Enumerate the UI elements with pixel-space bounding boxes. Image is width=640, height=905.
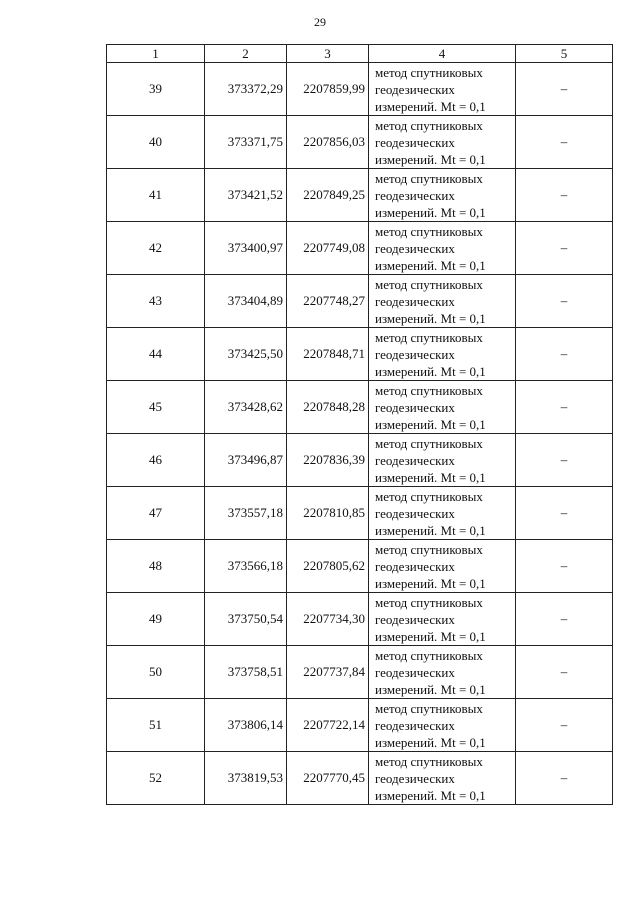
note-cell: – — [516, 593, 613, 646]
method-cell: метод спутниковых геодезических измерений. Mt = 0,1 — [369, 593, 516, 646]
y-coordinate-cell: 2207722,14 — [287, 699, 369, 752]
x-coordinate-cell: 373566,18 — [205, 540, 287, 593]
x-coordinate-cell: 373806,14 — [205, 699, 287, 752]
x-coordinate-cell: 373400,97 — [205, 222, 287, 275]
y-coordinate-cell: 2207848,71 — [287, 328, 369, 381]
table-row — [107, 116, 613, 169]
point-number-cell: 50 — [107, 646, 205, 699]
method-cell: метод спутниковых геодезических измерений. Mt = 0,1 — [369, 116, 516, 169]
table-body — [107, 63, 613, 805]
method-cell: метод спутниковых геодезических измерений. Mt = 0,1 — [369, 540, 516, 593]
table-row — [107, 593, 613, 646]
y-coordinate-cell: 2207810,85 — [287, 487, 369, 540]
table-row — [107, 328, 613, 381]
method-cell: метод спутниковых геодезических измерений. Mt = 0,1 — [369, 169, 516, 222]
point-number-cell: 48 — [107, 540, 205, 593]
x-coordinate-cell: 373404,89 — [205, 275, 287, 328]
table-row — [107, 699, 613, 752]
note-cell: – — [516, 63, 613, 116]
x-coordinate-cell: 373819,53 — [205, 752, 287, 805]
point-number-cell: 49 — [107, 593, 205, 646]
table-row — [107, 63, 613, 116]
x-coordinate-cell: 373371,75 — [205, 116, 287, 169]
note-cell: – — [516, 487, 613, 540]
table-header — [107, 45, 613, 63]
point-number-cell: 44 — [107, 328, 205, 381]
table-row — [107, 222, 613, 275]
note-cell: – — [516, 646, 613, 699]
table-row — [107, 646, 613, 699]
y-coordinate-cell: 2207748,27 — [287, 275, 369, 328]
note-cell: – — [516, 222, 613, 275]
note-cell: – — [516, 381, 613, 434]
point-number-cell: 52 — [107, 752, 205, 805]
page-number: 29 — [314, 15, 326, 29]
note-cell: – — [516, 275, 613, 328]
point-number-cell: 45 — [107, 381, 205, 434]
table-row — [107, 487, 613, 540]
note-cell: – — [516, 169, 613, 222]
header-col-5: 5 — [516, 45, 613, 63]
note-cell: – — [516, 116, 613, 169]
x-coordinate-cell: 373557,18 — [205, 487, 287, 540]
x-coordinate-cell: 373425,50 — [205, 328, 287, 381]
method-cell: метод спутниковых геодезических измерений. Mt = 0,1 — [369, 434, 516, 487]
note-cell: – — [516, 540, 613, 593]
header-row — [107, 45, 613, 63]
y-coordinate-cell: 2207848,28 — [287, 381, 369, 434]
point-number-cell: 41 — [107, 169, 205, 222]
y-coordinate-cell: 2207734,30 — [287, 593, 369, 646]
method-cell: метод спутниковых геодезических измерений. Mt = 0,1 — [369, 487, 516, 540]
note-cell: – — [516, 699, 613, 752]
method-cell: метод спутниковых геодезических измерений. Mt = 0,1 — [369, 699, 516, 752]
method-cell: метод спутниковых геодезических измерений. Mt = 0,1 — [369, 222, 516, 275]
y-coordinate-cell: 2207770,45 — [287, 752, 369, 805]
x-coordinate-cell: 373758,51 — [205, 646, 287, 699]
table-row — [107, 434, 613, 487]
x-coordinate-cell: 373750,54 — [205, 593, 287, 646]
point-number-cell: 40 — [107, 116, 205, 169]
coordinates-table — [106, 44, 613, 805]
y-coordinate-cell: 2207859,99 — [287, 63, 369, 116]
method-cell: метод спутниковых геодезических измерений. Mt = 0,1 — [369, 63, 516, 116]
note-cell: – — [516, 328, 613, 381]
y-coordinate-cell: 2207836,39 — [287, 434, 369, 487]
x-coordinate-cell: 373428,62 — [205, 381, 287, 434]
header-col-1: 1 — [107, 45, 205, 63]
note-cell: – — [516, 752, 613, 805]
header-col-3: 3 — [287, 45, 369, 63]
header-col-2: 2 — [205, 45, 287, 63]
table-row — [107, 275, 613, 328]
method-cell: метод спутниковых геодезических измерений. Mt = 0,1 — [369, 646, 516, 699]
y-coordinate-cell: 2207749,08 — [287, 222, 369, 275]
table-row — [107, 752, 613, 805]
method-cell: метод спутниковых геодезических измерений. Mt = 0,1 — [369, 752, 516, 805]
table-row — [107, 169, 613, 222]
point-number-cell: 46 — [107, 434, 205, 487]
header-col-4: 4 — [369, 45, 516, 63]
x-coordinate-cell: 373372,29 — [205, 63, 287, 116]
table-row — [107, 381, 613, 434]
point-number-cell: 39 — [107, 63, 205, 116]
x-coordinate-cell: 373496,87 — [205, 434, 287, 487]
y-coordinate-cell: 2207849,25 — [287, 169, 369, 222]
point-number-cell: 51 — [107, 699, 205, 752]
note-cell: – — [516, 434, 613, 487]
point-number-cell: 43 — [107, 275, 205, 328]
method-cell: метод спутниковых геодезических измерений. Mt = 0,1 — [369, 381, 516, 434]
table-row — [107, 540, 613, 593]
method-cell: метод спутниковых геодезических измерений. Mt = 0,1 — [369, 328, 516, 381]
y-coordinate-cell: 2207737,84 — [287, 646, 369, 699]
point-number-cell: 47 — [107, 487, 205, 540]
point-number-cell: 42 — [107, 222, 205, 275]
x-coordinate-cell: 373421,52 — [205, 169, 287, 222]
y-coordinate-cell: 2207856,03 — [287, 116, 369, 169]
y-coordinate-cell: 2207805,62 — [287, 540, 369, 593]
method-cell: метод спутниковых геодезических измерений. Mt = 0,1 — [369, 275, 516, 328]
